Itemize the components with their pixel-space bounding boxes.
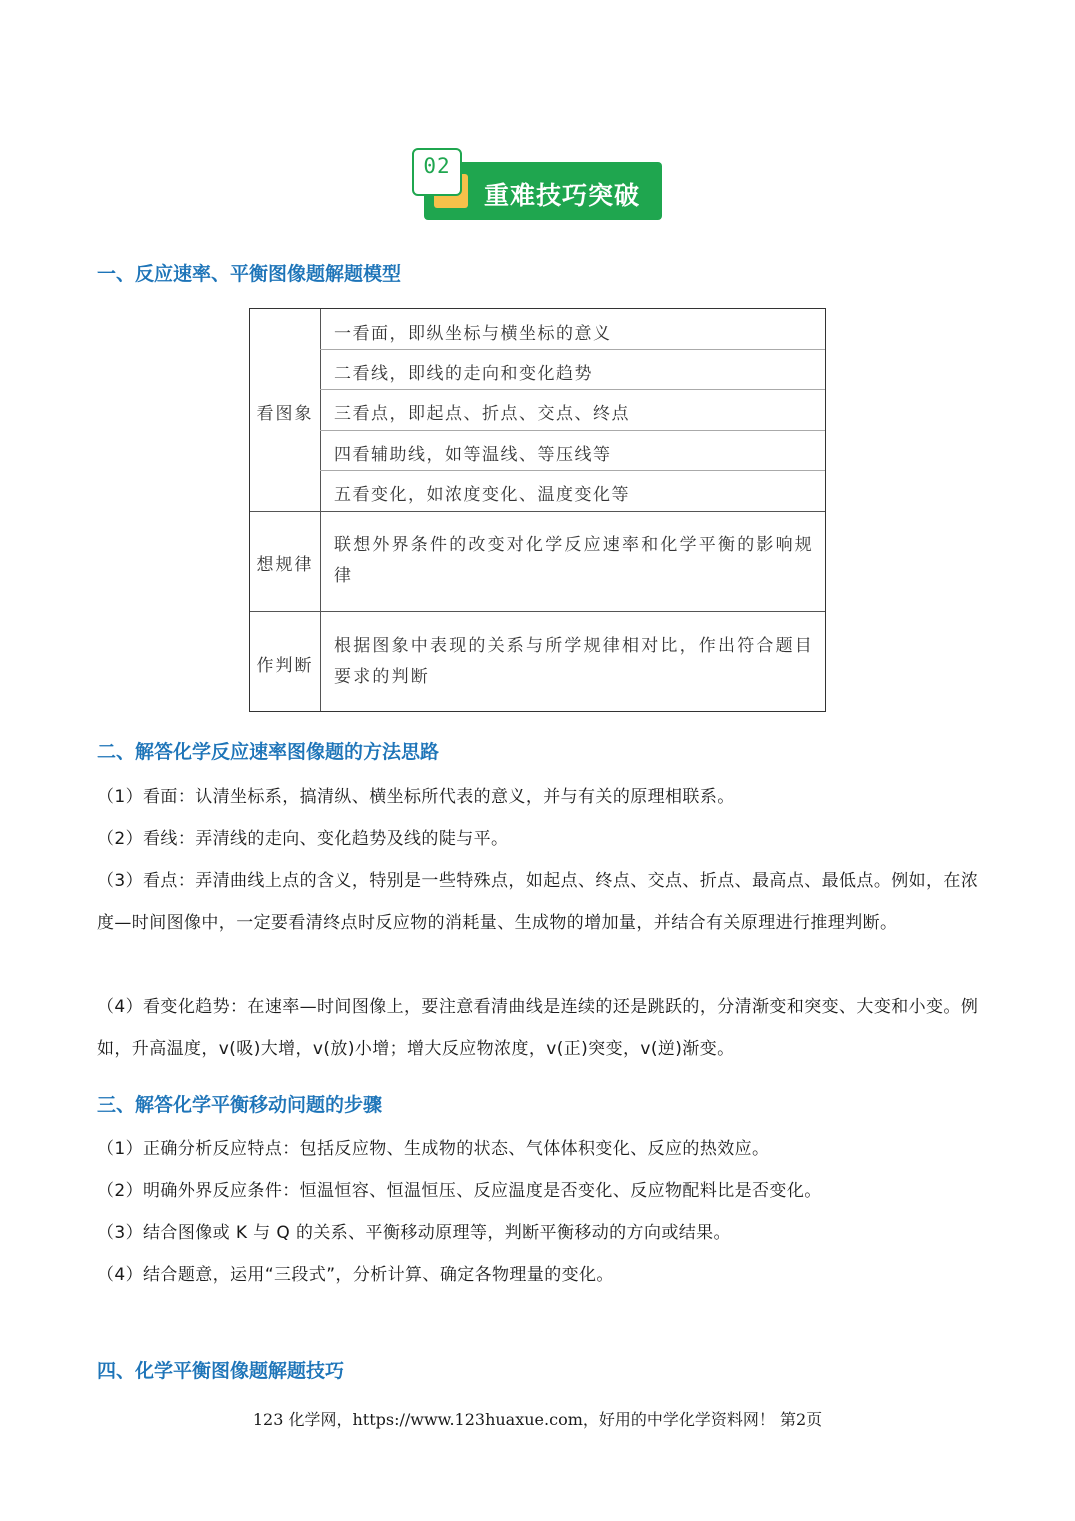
table-label: 想规律 (256, 555, 314, 575)
section-heading-1: 一、反应速率、平衡图像题解题模型 (97, 263, 402, 285)
table-group-divider (250, 511, 825, 512)
paragraph: （1）看面：认清坐标系，搞清纵、横坐标所代表的意义，并与有关的原理相联系。 (97, 787, 735, 807)
table-cell: 联想外界条件的改变对化学反应速率和化学平衡的影响规律 (334, 535, 814, 586)
table-label: 作判断 (256, 656, 314, 676)
table-cell: 二看线，即线的走向和变化趋势 (334, 364, 593, 384)
paragraph: （3）结合图像或 K 与 Q 的关系、平衡移动原理等，判断平衡移动的方向或结果。 (97, 1223, 731, 1243)
table-cell: 一看面，即纵坐标与横坐标的意义 (334, 324, 612, 344)
section-heading-4: 四、化学平衡图像题解题技巧 (97, 1360, 345, 1382)
badge-number: 02 (423, 154, 451, 178)
paragraph: （4）结合题意，运用“三段式”，分析计算、确定各物理量的变化。 (97, 1265, 614, 1285)
table-row-divider (320, 430, 825, 431)
table-cell: 根据图象中表现的关系与所学规律相对比，作出符合题目要求的判断 (334, 636, 814, 687)
table-cell: 五看变化，如浓度变化、温度变化等 (334, 485, 630, 505)
table-group-divider (250, 611, 825, 612)
paragraph: （3）看点：弄清曲线上点的含义，特别是一些特殊点，如起点、终点、交点、折点、最高点、最低点。例如，在浓度—时间图像中，一定要看清终点时反应物的消耗量、生成物的增加量，并结合有关原理进行推理判断。 (97, 871, 979, 933)
table-cell: 四看辅助线，如等温线、等压线等 (334, 445, 612, 465)
table-column-divider (320, 309, 321, 711)
paragraph: （1）正确分析反应特点：包括反应物、生成物的状态、气体体积变化、反应的热效应。 (97, 1139, 770, 1159)
model-table (249, 308, 826, 712)
section-badge (410, 146, 662, 222)
section-heading-3: 三、解答化学平衡移动问题的步骤 (97, 1094, 383, 1116)
badge-title: 重难技巧突破 (484, 181, 641, 210)
paragraph: （2）看线：弄清线的走向、变化趋势及线的陡与平。 (97, 829, 509, 849)
table-row-divider (320, 389, 825, 390)
table-label: 看图象 (256, 404, 314, 424)
paragraph: （4）看变化趋势：在速率—时间图像上，要注意看清曲线是连续的还是跳跃的，分清渐变和突变、大变和小变。例如，升高温度，v(吸)大增，v(放)小增；增大反应物浓度，v(正)突变，v(逆)渐变。 (97, 997, 979, 1059)
section-heading-2: 二、解答化学反应速率图像题的方法思路 (97, 741, 440, 763)
table-row-divider (320, 349, 825, 350)
paragraph: （2）明确外界反应条件：恒温恒容、恒温恒压、反应温度是否变化、反应物配料比是否变化。 (97, 1181, 822, 1201)
page-footer: 123 化学网，https://www.123huaxue.com，好用的中学化学资料网！ 第2页 (252, 1410, 823, 1429)
table-cell: 三看点，即起点、折点、交点、终点 (334, 404, 630, 424)
table-row-divider (320, 470, 825, 471)
